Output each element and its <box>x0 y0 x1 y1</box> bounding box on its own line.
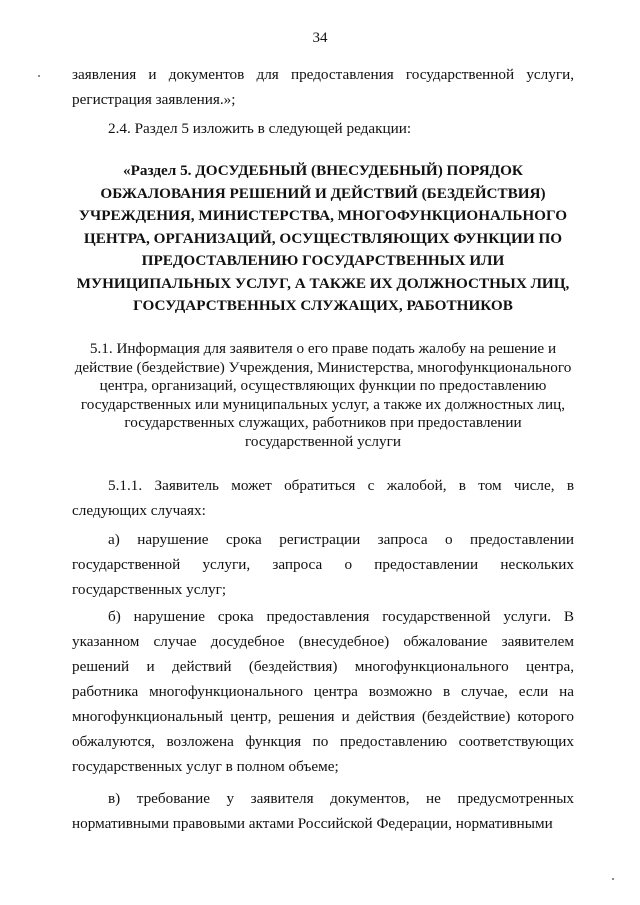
scan-speck <box>612 878 614 880</box>
list-item-a: а) нарушение срока регистрации запроса о предоставлении государственной услуги, запроса о предоставлении нескольких государственных услуг; <box>72 531 574 598</box>
list-item-v: в) требование у заявителя документов, не предусмотренных нормативными правовыми актами Российской Федерации, нормативными <box>72 790 574 832</box>
paragraph-2-4: 2.4. Раздел 5 изложить в следующей редакции: <box>108 120 412 137</box>
continuation-paragraph: заявления и документов для предоставления государственной услуги, регистрация заявления.»; <box>72 66 574 108</box>
list-item-b: б) нарушение срока предоставления государственной услуги. В указанном случае досудебное (внесудебное) обжалование заявителем решений и действий (бездействия) многофункционального центра, работника многофункционального центра возможно в случае, если на многофункциональный центр, решения и действия (бездействие) которого обжалуются, возложена функция по предоставлению соответствующих государственных услуг в полном объеме; <box>72 608 574 775</box>
scan-speck <box>38 75 40 77</box>
subsection-5-1-heading: 5.1. Информация для заявителя о его праве подать жалобу на решение и действие (бездействие) Учреждения, Министерства, многофункционального центра, организаций, осуществляющих функции по предоставлению государственных или муниципальных услуг, а также их должностных лиц, государственных служащих, работников при предоставлении государственной услуги <box>74 340 572 450</box>
paragraph-5-1-1: 5.1.1. Заявитель может обратиться с жалобой, в том числе, в следующих случаях: <box>72 477 574 519</box>
page-number: 34 <box>312 30 328 46</box>
section-5-heading: «Раздел 5. ДОСУДЕБНЫЙ (ВНЕСУДЕБНЫЙ) ПОРЯДОК ОБЖАЛОВАНИЯ РЕШЕНИЙ И ДЕЙСТВИЙ (БЕЗДЕЙСТВИЯ) УЧРЕЖДЕНИЯ, МИНИСТЕРСТВА, МНОГОФУНКЦИОНАЛЬНОГО ЦЕНТРА, ОРГАНИЗАЦИЙ, ОСУЩЕСТВЛЯЮЩИХ ФУНКЦИИ ПО ПРЕДОСТАВЛЕНИЮ ГОСУДАРСТВЕННЫХ ИЛИ МУНИЦИПАЛЬНЫХ УСЛУГ, А ТАКЖЕ ИХ ДОЛЖНОСТНЫХ ЛИЦ, ГОСУДАРСТВЕННЫХ СЛУЖАЩИХ, РАБОТНИКОВ <box>76 162 570 314</box>
